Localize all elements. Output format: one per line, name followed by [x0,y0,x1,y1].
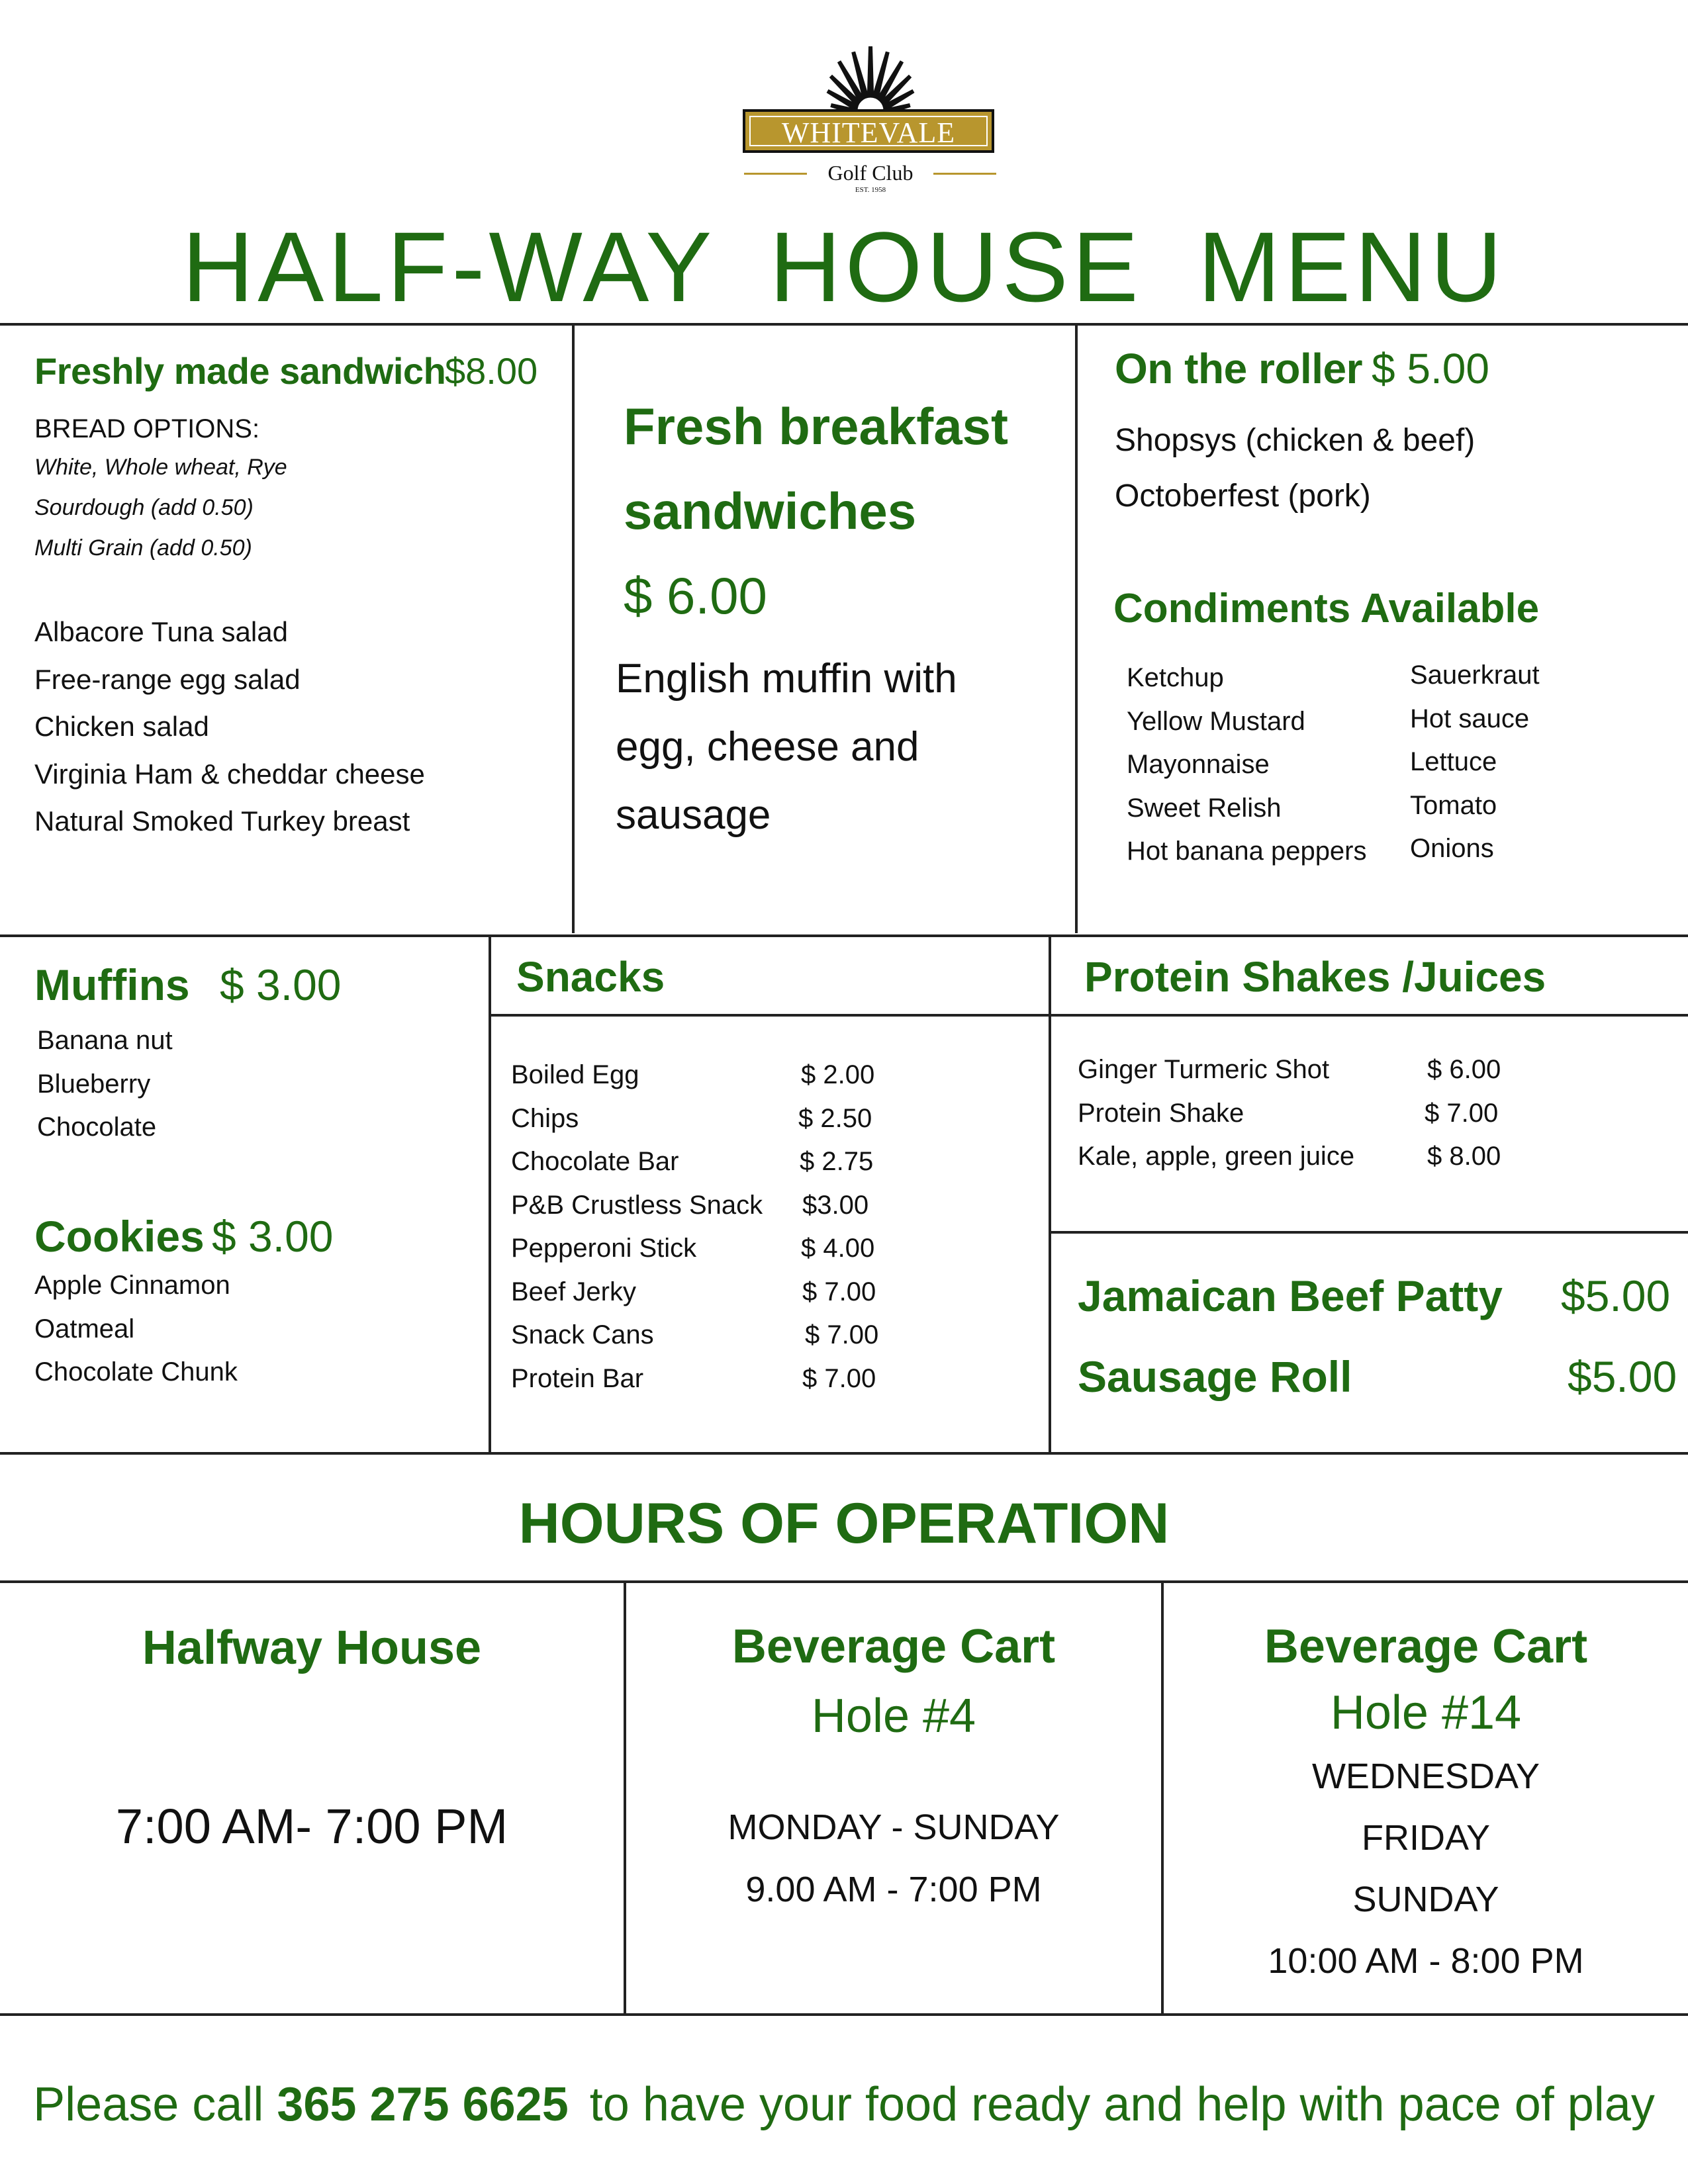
table-row [511,1357,1041,1401]
table-row [511,1184,1041,1228]
list-item: WEDNESDAY [1311,1756,1540,1796]
list-item: English muffin with [616,656,957,702]
cart4-time: 9.00 AM - 7:00 PM [745,1870,1042,1909]
roller-price: $ 5.00 [1372,345,1489,392]
snack-price: $ 4.00 [801,1234,875,1263]
divider-bottom [0,2013,1688,2016]
table-row [1078,1135,1660,1179]
shake-price: $ 7.00 [1425,1098,1499,1128]
list-item: FRIDAY [1361,1818,1490,1858]
hot-item-price: $5.00 [1561,1271,1671,1320]
table-row [511,1054,1041,1097]
hot-item-name: Jamaican Beef Patty [1078,1271,1503,1320]
list-item: Sweet Relish [1127,793,1282,823]
cookies-items [34,1264,471,1394]
list-item: Chocolate [37,1113,157,1142]
table-row [511,1314,1041,1357]
list-item: egg, cheese and [616,724,919,770]
list-item: sausage [616,792,771,838]
hot-item-name: Sausage Roll [1078,1352,1352,1401]
snack-price: $3.00 [802,1190,869,1220]
cookies-heading: Cookies [34,1212,205,1261]
divider-shakes [1050,1014,1688,1017]
snack-price: $ 2.75 [800,1147,874,1176]
snack-name: Pepperoni Stick [511,1234,697,1263]
snacks-heading: Snacks [516,953,665,1001]
footer-post: to have your food ready and help with pace of play [589,2078,1655,2131]
list-item: Octoberfest (pork) [1115,478,1371,514]
table-row [511,1097,1041,1141]
condiments-col-2 [1410,654,1540,871]
list-item: Sourdough (add 0.50) [34,495,254,520]
list-item: Blueberry [37,1069,151,1099]
snack-name: Protein Bar [511,1363,644,1393]
logo-est: EST. 1958 [855,186,886,194]
sandwich-price: $8.00 [445,350,538,392]
footer-call [0,2074,1688,2135]
divider-v3 [489,934,491,1453]
condiments-col-1 [1127,657,1367,874]
list-item: Apple Cinnamon [34,1271,230,1300]
shake-price: $ 8.00 [1427,1142,1501,1171]
list-item: Shopsys (chicken & beef) [1115,423,1476,458]
divider-mid [0,934,1688,937]
logo-sub: Golf Club [827,161,914,185]
roller-heading: On the roller [1115,345,1362,392]
windmill-logo-icon [735,36,1006,116]
snack-price: $ 7.00 [802,1363,876,1393]
shakes-list [1078,1048,1660,1179]
breakfast-section [616,384,1066,849]
bread-label: BREAD OPTIONS: [34,414,260,443]
cart4-title: Beverage Cart [731,1620,1056,1673]
list-item: Free-range egg salad [34,663,301,695]
snack-price: $ 7.00 [802,1277,876,1306]
list-item: Mayonnaise [1127,750,1270,779]
list-item: Sauerkraut [1410,660,1540,690]
shakes-heading: Protein Shakes /Juices [1084,953,1546,1001]
hot-item-price: $5.00 [1568,1352,1677,1401]
divider-snacks [490,1014,1050,1017]
divider-hours [0,1580,1688,1583]
list-item: Lettuce [1410,747,1497,776]
condiments-heading: Condiments Available [1113,586,1540,631]
list-item: Onions [1410,834,1494,863]
table-row [1078,1271,1673,1351]
list-item: White, Whole wheat, Rye [34,455,287,480]
cookies-section [34,1205,471,1394]
list-item: Tomato [1410,790,1497,820]
hours-halfway [0,1615,624,1860]
list-item: Hot banana peppers [1127,837,1367,866]
shake-name: Kale, apple, green juice [1078,1142,1355,1171]
muffins-heading: Muffins [34,960,190,1009]
sandwich-section [34,344,557,845]
hours-cart-4 [626,1614,1161,1921]
snack-name: Chocolate Bar [511,1147,679,1176]
logo [735,36,1006,195]
cart14-hole: Hole #14 [1330,1686,1522,1739]
cookies-price: $ 3.00 [212,1212,334,1261]
snack-price: $ 2.50 [798,1103,872,1133]
muffins-section [34,953,471,1150]
list-item: Ketchup [1127,663,1224,692]
condiments-section [1113,582,1676,866]
cart14-time: 10:00 AM - 8:00 PM [1268,1941,1584,1981]
cart4-hole: Hole #4 [811,1690,976,1743]
snack-price: $ 7.00 [805,1320,879,1349]
divider-hot [1050,1231,1688,1234]
list-item: Chicken salad [34,711,209,742]
shake-name: Ginger Turmeric Shot [1078,1055,1330,1084]
divider-top [0,323,1688,326]
hot-items [1078,1271,1677,1432]
table-row [511,1140,1041,1184]
divider-v4 [1049,934,1051,1453]
bread-options [34,447,557,569]
logo-plate [743,109,994,153]
table-row [1078,1092,1660,1136]
breakfast-heading-1: Fresh breakfast [624,397,1008,455]
list-item: Oatmeal [34,1314,135,1343]
shake-price: $ 6.00 [1427,1055,1501,1084]
halfway-title: Halfway House [142,1621,482,1674]
breakfast-price: $ 6.00 [624,567,767,625]
footer-pre: Please call [33,2078,264,2131]
table-row [511,1227,1041,1271]
table-row [1078,1351,1677,1432]
list-item: Yellow Mustard [1127,706,1305,736]
table-row [1078,1048,1660,1092]
muffins-price: $ 3.00 [220,960,342,1009]
list-item: Chocolate Chunk [34,1357,238,1387]
divider-v2 [1075,323,1078,933]
snack-name: Chips [511,1103,579,1133]
shake-name: Protein Shake [1078,1098,1244,1128]
muffins-items [37,1019,471,1150]
cart14-title: Beverage Cart [1264,1620,1588,1673]
snack-name: P&B Crustless Snack [511,1190,763,1220]
breakfast-heading-2: sandwiches [624,482,917,540]
cart4-days: MONDAY - SUNDAY [727,1807,1060,1847]
breakfast-description [616,645,1066,849]
list-item: SUNDAY [1352,1880,1499,1919]
divider-lower [0,1452,1688,1455]
list-item: Multi Grain (add 0.50) [34,535,252,561]
list-item: Hot sauce [1410,704,1530,733]
page-title: HALF-WAY HOUSE MENU [181,211,1507,322]
divider-v1 [572,323,575,933]
hours-heading: HOURS OF OPERATION [518,1492,1170,1555]
halfway-time: 7:00 AM- 7:00 PM [115,1799,508,1854]
table-row [511,1271,1041,1314]
list-item: Banana nut [37,1026,173,1055]
list-item: Natural Smoked Turkey breast [34,805,410,837]
snack-name: Boiled Egg [511,1060,639,1089]
snack-price: $ 2.00 [801,1060,875,1089]
cart14-days [1164,1746,1688,1931]
list-item: Virginia Ham & cheddar cheese [34,758,425,790]
snacks-list [511,1054,1041,1400]
sandwich-heading: Freshly made sandwich [34,350,446,392]
roller-section [1115,344,1677,524]
roller-items [1115,413,1677,524]
snack-name: Beef Jerky [511,1277,636,1306]
snack-name: Snack Cans [511,1320,654,1349]
footer-phone: 365 275 6625 [277,2078,569,2131]
list-item: Albacore Tuna salad [34,616,288,647]
hours-cart-14 [1164,1614,1688,1992]
logo-name: WHITEVALE [749,116,988,146]
sandwich-fillings [34,608,557,845]
